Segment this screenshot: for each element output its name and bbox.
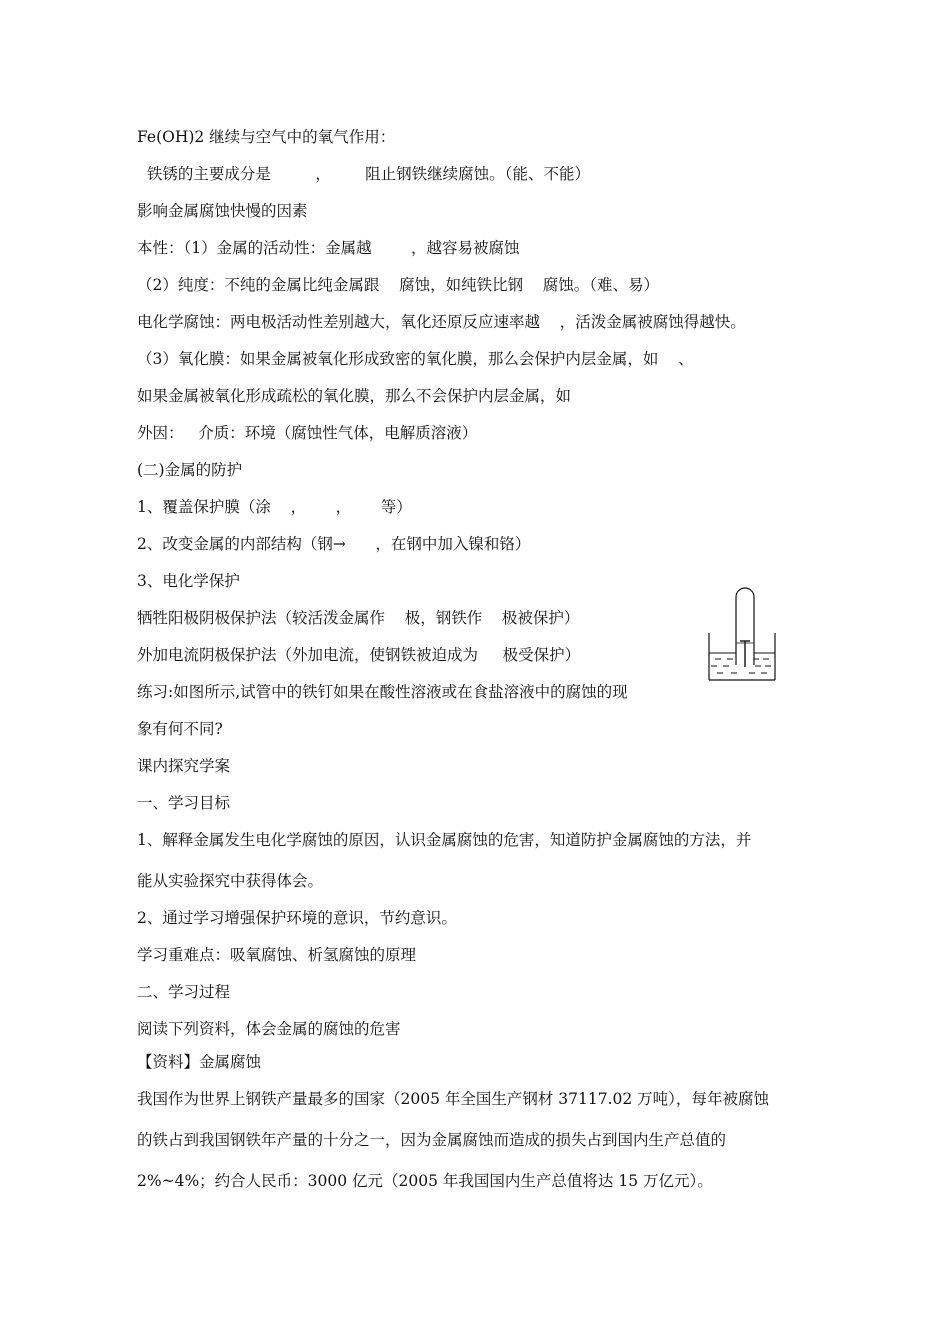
section-heading-protection: (二)金属的防护 xyxy=(137,461,243,479)
goal-1-line-1: 1、解释金属发生电化学腐蚀的原因，认识金属腐蚀的危害，知道防护金属腐蚀的方法，并 xyxy=(137,831,752,849)
goal-2: 2、通过学习增强保护环境的意识，节约意识。 xyxy=(137,909,457,927)
section-heading-inclass: 课内探究学案 xyxy=(137,757,231,775)
goal-1-line-2: 能从实验探究中获得体会。 xyxy=(137,872,324,890)
text-line-1: Fe(OH)2 继续与空气中的氧气作用： xyxy=(137,128,396,146)
section-heading-process: 二、学习过程 xyxy=(137,983,231,1001)
key-points: 学习重难点：吸氧腐蚀、析氢腐蚀的原理 xyxy=(137,946,417,964)
text-line-5: （2）纯度：不纯的金属比纯金属跟 腐蚀，如纯铁比钢 腐蚀。（难、易） xyxy=(137,276,660,294)
text-line-15: 外加电流阴极保护法（外加电流，使钢铁被迫成为 极受保护） xyxy=(137,646,581,664)
section-heading-factors: 影响金属腐蚀快慢的因素 xyxy=(137,202,308,220)
exercise-line-1: 练习:如图所示,试管中的铁钉如果在酸性溶液或在食盐溶液中的腐蚀的现 xyxy=(137,683,628,701)
text-line-7: （3）氧化膜：如果金属被氧化形成致密的氧化膜，那么会保护内层金属，如 、 xyxy=(137,350,694,368)
text-line-8: 如果金属被氧化形成疏松的氧化膜，那么不会保护内层金属，如 xyxy=(137,387,572,405)
material-line-1: 我国作为世界上钢铁产量最多的国家（2005 年全国生产钢材 37117.02 万吨），每年被腐蚀 xyxy=(137,1090,769,1108)
material-heading: 【资料】金属腐蚀 xyxy=(137,1053,262,1071)
text-line-2: 铁锈的主要成分是 ， 阻止钢铁继续腐蚀。（能、不能） xyxy=(137,165,590,183)
text-line-12: 2、改变金属的内部结构（钢→ ，在钢中加入镍和铬） xyxy=(137,535,531,553)
text-line-14: 牺牲阳极阴极保护法（较活泼金属作 极，钢铁作 极被保护） xyxy=(137,609,580,627)
text-line-6: 电化学腐蚀：两电极活动性差别越大，氧化还原反应速率越 ，活泼金属被腐蚀得越快。 xyxy=(137,313,746,331)
test-tube-diagram xyxy=(705,585,785,685)
section-heading-goals: 一、学习目标 xyxy=(137,794,231,812)
text-line-4: 本性：（1）金属的活动性：金属越 ，越容易被腐蚀 xyxy=(137,239,520,257)
text-line-11: 1、覆盖保护膜（涂 ， ， 等） xyxy=(137,498,412,516)
text-line-9: 外因： 介质：环境（腐蚀性气体，电解质溶液） xyxy=(137,424,478,442)
test-tube-figure xyxy=(705,585,785,685)
text-line-13: 3、电化学保护 xyxy=(137,572,240,590)
material-line-2: 的铁占到我国钢铁年产量的十分之一，因为金属腐蚀而造成的损失占到国内生产总值的 xyxy=(137,1131,727,1149)
exercise-line-2: 象有何不同? xyxy=(137,720,223,738)
material-line-3: 2%~4%；约合人民币：3000 亿元（2005 年我国国内生产总值将达 15 万亿元）。 xyxy=(137,1172,713,1190)
reading-instruction: 阅读下列资料，体会金属的腐蚀的危害 xyxy=(137,1020,401,1038)
